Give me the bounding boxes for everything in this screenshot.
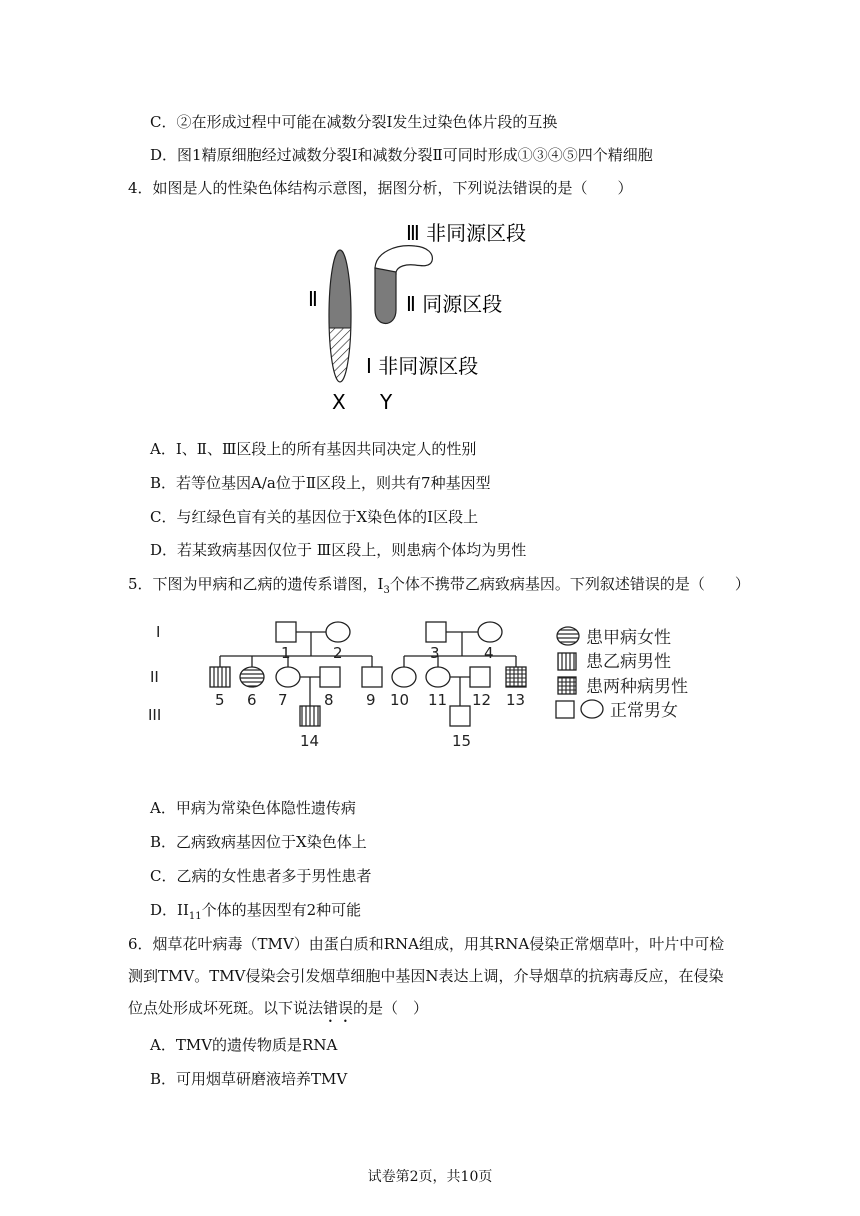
num-13: 13 [506, 691, 526, 709]
page-footer: 试卷第2页，共10页 [367, 1169, 493, 1185]
legend-jia-female-symbol [557, 627, 579, 645]
num-11: 11 [428, 691, 448, 709]
legend-both-male: 患两种病男性 [586, 677, 688, 697]
y-chromosome-body [375, 268, 396, 324]
person-8 [320, 667, 340, 687]
label-x: X [332, 390, 346, 414]
q5-option-b: B．乙病致病基因位于X染色体上 [150, 833, 367, 851]
legend-jia-female: 患甲病女性 [586, 628, 671, 648]
q3-option-c: C．②在形成过程中可能在减数分裂Ⅰ发生过染色体片段的互换 [150, 113, 558, 131]
q5-stem: 5．下图为甲病和乙病的遗传系谱图，$I_3$个体不携带乙病致病基因。下列叙述错误的是（ ） [128, 575, 750, 596]
person-4 [478, 622, 502, 642]
person-3 [426, 622, 446, 642]
legend-normal: 正常男女 [610, 701, 678, 721]
label-iii-nonhomologous: Ⅲ 非同源区段 [406, 221, 527, 245]
q4-option-a: A．Ⅰ、Ⅱ、Ⅲ区段上的所有基因共同决定人的性别 [150, 440, 477, 458]
q5-option-d: D．$II_{11}$个体的基因型有2种可能 [150, 901, 362, 922]
legend-yi-male-symbol [558, 653, 576, 670]
person-9 [362, 667, 382, 687]
num-1: 1 [281, 644, 291, 662]
num-9: 9 [366, 691, 376, 709]
num-5: 5 [215, 691, 225, 709]
num-6: 6 [247, 691, 257, 709]
q6-option-a: A．TMV的遗传物质是RNA [150, 1036, 338, 1054]
person-7 [276, 667, 300, 687]
label-ii-homologous: Ⅱ 同源区段 [406, 292, 503, 316]
num-2: 2 [333, 644, 343, 662]
q4-option-b: B．若等位基因A/a位于Ⅱ区段上，则共有7种基因型 [150, 474, 491, 492]
q4-stem: 4．如图是人的性染色体结构示意图，据图分析，下列说法错误的是（ ） [128, 179, 633, 197]
num-7: 7 [278, 691, 288, 709]
gen-label-iii: III [148, 706, 162, 724]
num-3: 3 [430, 644, 440, 662]
q6-option-b: B．可用烟草研磨液培养TMV [150, 1070, 348, 1088]
q5-option-a: A．甲病为常染色体隐性遗传病 [150, 799, 356, 817]
num-15: 15 [452, 732, 472, 750]
q4-option-d: D．若某致病基因仅位于 Ⅲ区段上，则患病个体均为男性 [150, 541, 527, 559]
legend-yi-male: 患乙病男性 [586, 652, 671, 672]
num-12: 12 [472, 691, 492, 709]
gen-label-ii: II [150, 668, 159, 686]
sex-chromosome-figure [300, 210, 550, 420]
q4-option-c: C．与红绿色盲有关的基因位于X染色体的Ⅰ区段上 [150, 508, 479, 526]
person-10 [392, 667, 416, 687]
num-8: 8 [324, 691, 334, 709]
q3-option-d: D．图1精原细胞经过减数分裂Ⅰ和减数分裂Ⅱ可同时形成①③④⑤四个精细胞 [150, 146, 653, 164]
label-y: Y [380, 390, 393, 414]
person-12 [470, 667, 490, 687]
person-5 [210, 667, 230, 687]
num-10: 10 [390, 691, 410, 709]
num-4: 4 [484, 644, 494, 662]
person-2 [326, 622, 350, 642]
person-6 [240, 667, 264, 687]
num-14: 14 [300, 732, 320, 750]
person-15 [450, 706, 470, 726]
person-14 [300, 706, 320, 726]
person-13 [506, 667, 526, 687]
q5-option-c: C．乙病的女性患者多于男性患者 [150, 867, 372, 885]
person-1 [276, 622, 296, 642]
person-11 [426, 667, 450, 687]
q6-stem: 6．烟草花叶病毒（TMV）由蛋白质和RNA组成，用其RNA侵染正常烟草叶，叶片中可检测到TMV。TMV侵染会引发烟草细胞中基因N表达上调，介导烟草的抗病毒反应，在侵染位点处形成坏死斑。以下说法错误的是（ ） [128, 935, 725, 1017]
gen-label-i: I [156, 623, 161, 641]
legend-normal-female-symbol [581, 700, 603, 718]
label-i-nonhomologous: Ⅰ 非同源区段 [366, 354, 479, 378]
pedigree-chart [140, 612, 740, 752]
legend-normal-male-symbol [556, 701, 574, 718]
label-ii-left: Ⅱ [308, 287, 318, 311]
legend-both-male-symbol [558, 677, 576, 694]
q6-emphasis: 错误 [323, 999, 354, 1017]
